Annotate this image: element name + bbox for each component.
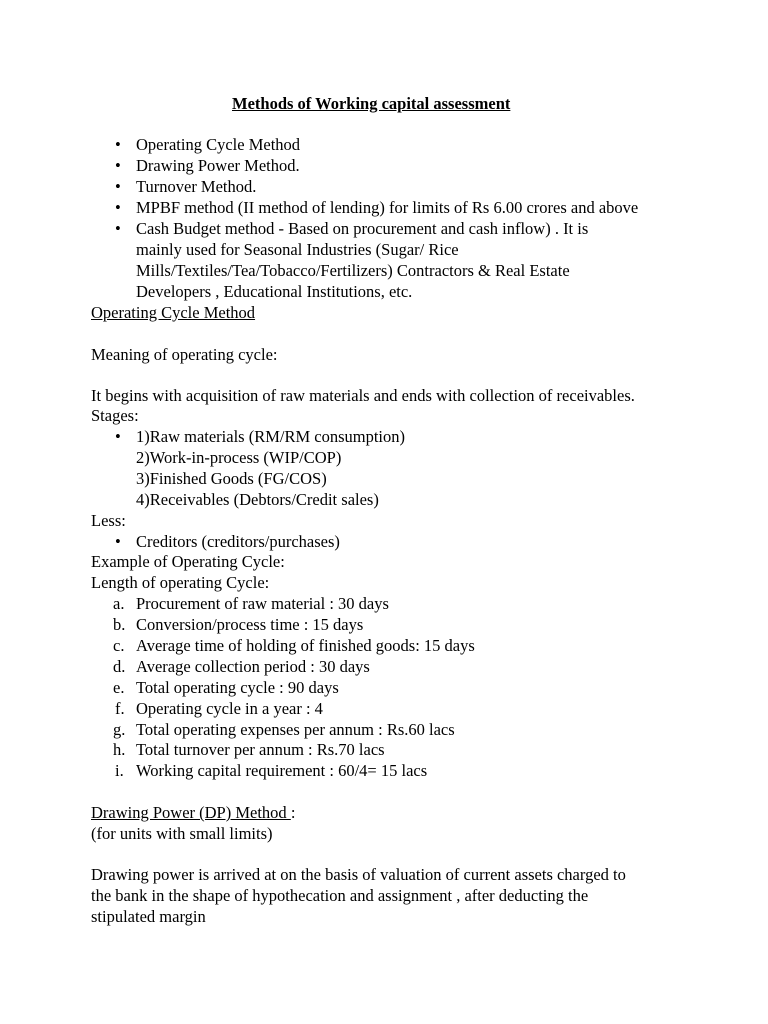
stage-item: 3)Finished Goods (FG/COS) <box>136 469 327 488</box>
dp-paragraph-line: stipulated margin <box>91 907 206 926</box>
bullet: • <box>115 156 121 175</box>
dp-heading: Drawing Power (DP) Method <box>91 803 291 822</box>
list-marker: g. <box>113 720 126 739</box>
bullet: • <box>115 177 121 196</box>
creditors-item: Creditors (creditors/purchases) <box>136 532 340 551</box>
stage-item: 4)Receivables (Debtors/Credit sales) <box>136 490 379 509</box>
method-item: Operating Cycle Method <box>136 135 301 154</box>
less-label: Less: <box>91 511 126 530</box>
method-item: Drawing Power Method. <box>136 156 300 175</box>
cycle-item: Average collection period : 30 days <box>136 657 370 676</box>
dp-heading-colon: : <box>290 803 296 822</box>
list-marker: c. <box>113 636 125 655</box>
bullet: • <box>115 135 121 154</box>
cycle-item: Average time of holding of finished goods: 15 days <box>136 636 475 655</box>
method-item: Cash Budget method - Based on procurement and cash inflow) . It is <box>136 219 589 238</box>
list-marker: a. <box>113 594 125 613</box>
page-title: Methods of Working capital assessment <box>232 94 511 113</box>
cycle-item: Working capital requirement : 60/4= 15 lacs <box>136 761 428 780</box>
example-label: Example of Operating Cycle: <box>91 552 285 571</box>
dp-subtitle: (for units with small limits) <box>91 824 273 843</box>
cycle-item: Total turnover per annum : Rs.70 lacs <box>136 740 385 759</box>
method-item-continued: Mills/Textiles/Tea/Tobacco/Fertilizers) Contractors & Real Estate <box>136 261 570 280</box>
bullet: • <box>115 532 121 551</box>
cycle-item: Total operating cycle : 90 days <box>136 678 339 697</box>
stage-item: 1)Raw materials (RM/RM consumption) <box>136 427 406 446</box>
bullet: • <box>115 219 121 238</box>
cycle-item: Conversion/process time : 15 days <box>136 615 364 634</box>
meaning-label: Meaning of operating cycle: <box>91 345 278 364</box>
cycle-item: Procurement of raw material : 30 days <box>136 594 389 613</box>
cycle-item: Operating cycle in a year : 4 <box>136 699 323 718</box>
method-item-continued: Developers , Educational Institutions, etc. <box>136 282 413 301</box>
method-item-continued: mainly used for Seasonal Industries (Sugar/ Rice <box>136 240 459 259</box>
bullet: • <box>115 198 121 217</box>
list-marker: e. <box>113 678 125 697</box>
stages-label: Stages: <box>91 406 139 425</box>
list-marker: f. <box>115 699 125 718</box>
cycle-item: Total operating expenses per annum : Rs.60 lacs <box>136 720 455 739</box>
method-item: MPBF method (II method of lending) for limits of Rs 6.00 crores and above <box>136 198 639 217</box>
dp-heading-line <box>91 803 295 823</box>
list-marker: i. <box>115 761 124 780</box>
bullet: • <box>115 427 121 446</box>
list-marker: b. <box>113 615 126 634</box>
begins-paragraph: It begins with acquisition of raw materials and ends with collection of receivables. <box>91 386 635 405</box>
list-marker: d. <box>113 657 126 676</box>
list-marker: h. <box>113 740 126 759</box>
dp-paragraph-line: Drawing power is arrived at on the basis of valuation of current assets charged to <box>91 865 626 884</box>
length-label: Length of operating Cycle: <box>91 573 270 592</box>
method-item: Turnover Method. <box>136 177 257 196</box>
operating-cycle-heading: Operating Cycle Method <box>91 303 256 322</box>
stage-item: 2)Work-in-process (WIP/COP) <box>136 448 342 467</box>
dp-paragraph-line: the bank in the shape of hypothecation and assignment , after deducting the <box>91 886 589 905</box>
